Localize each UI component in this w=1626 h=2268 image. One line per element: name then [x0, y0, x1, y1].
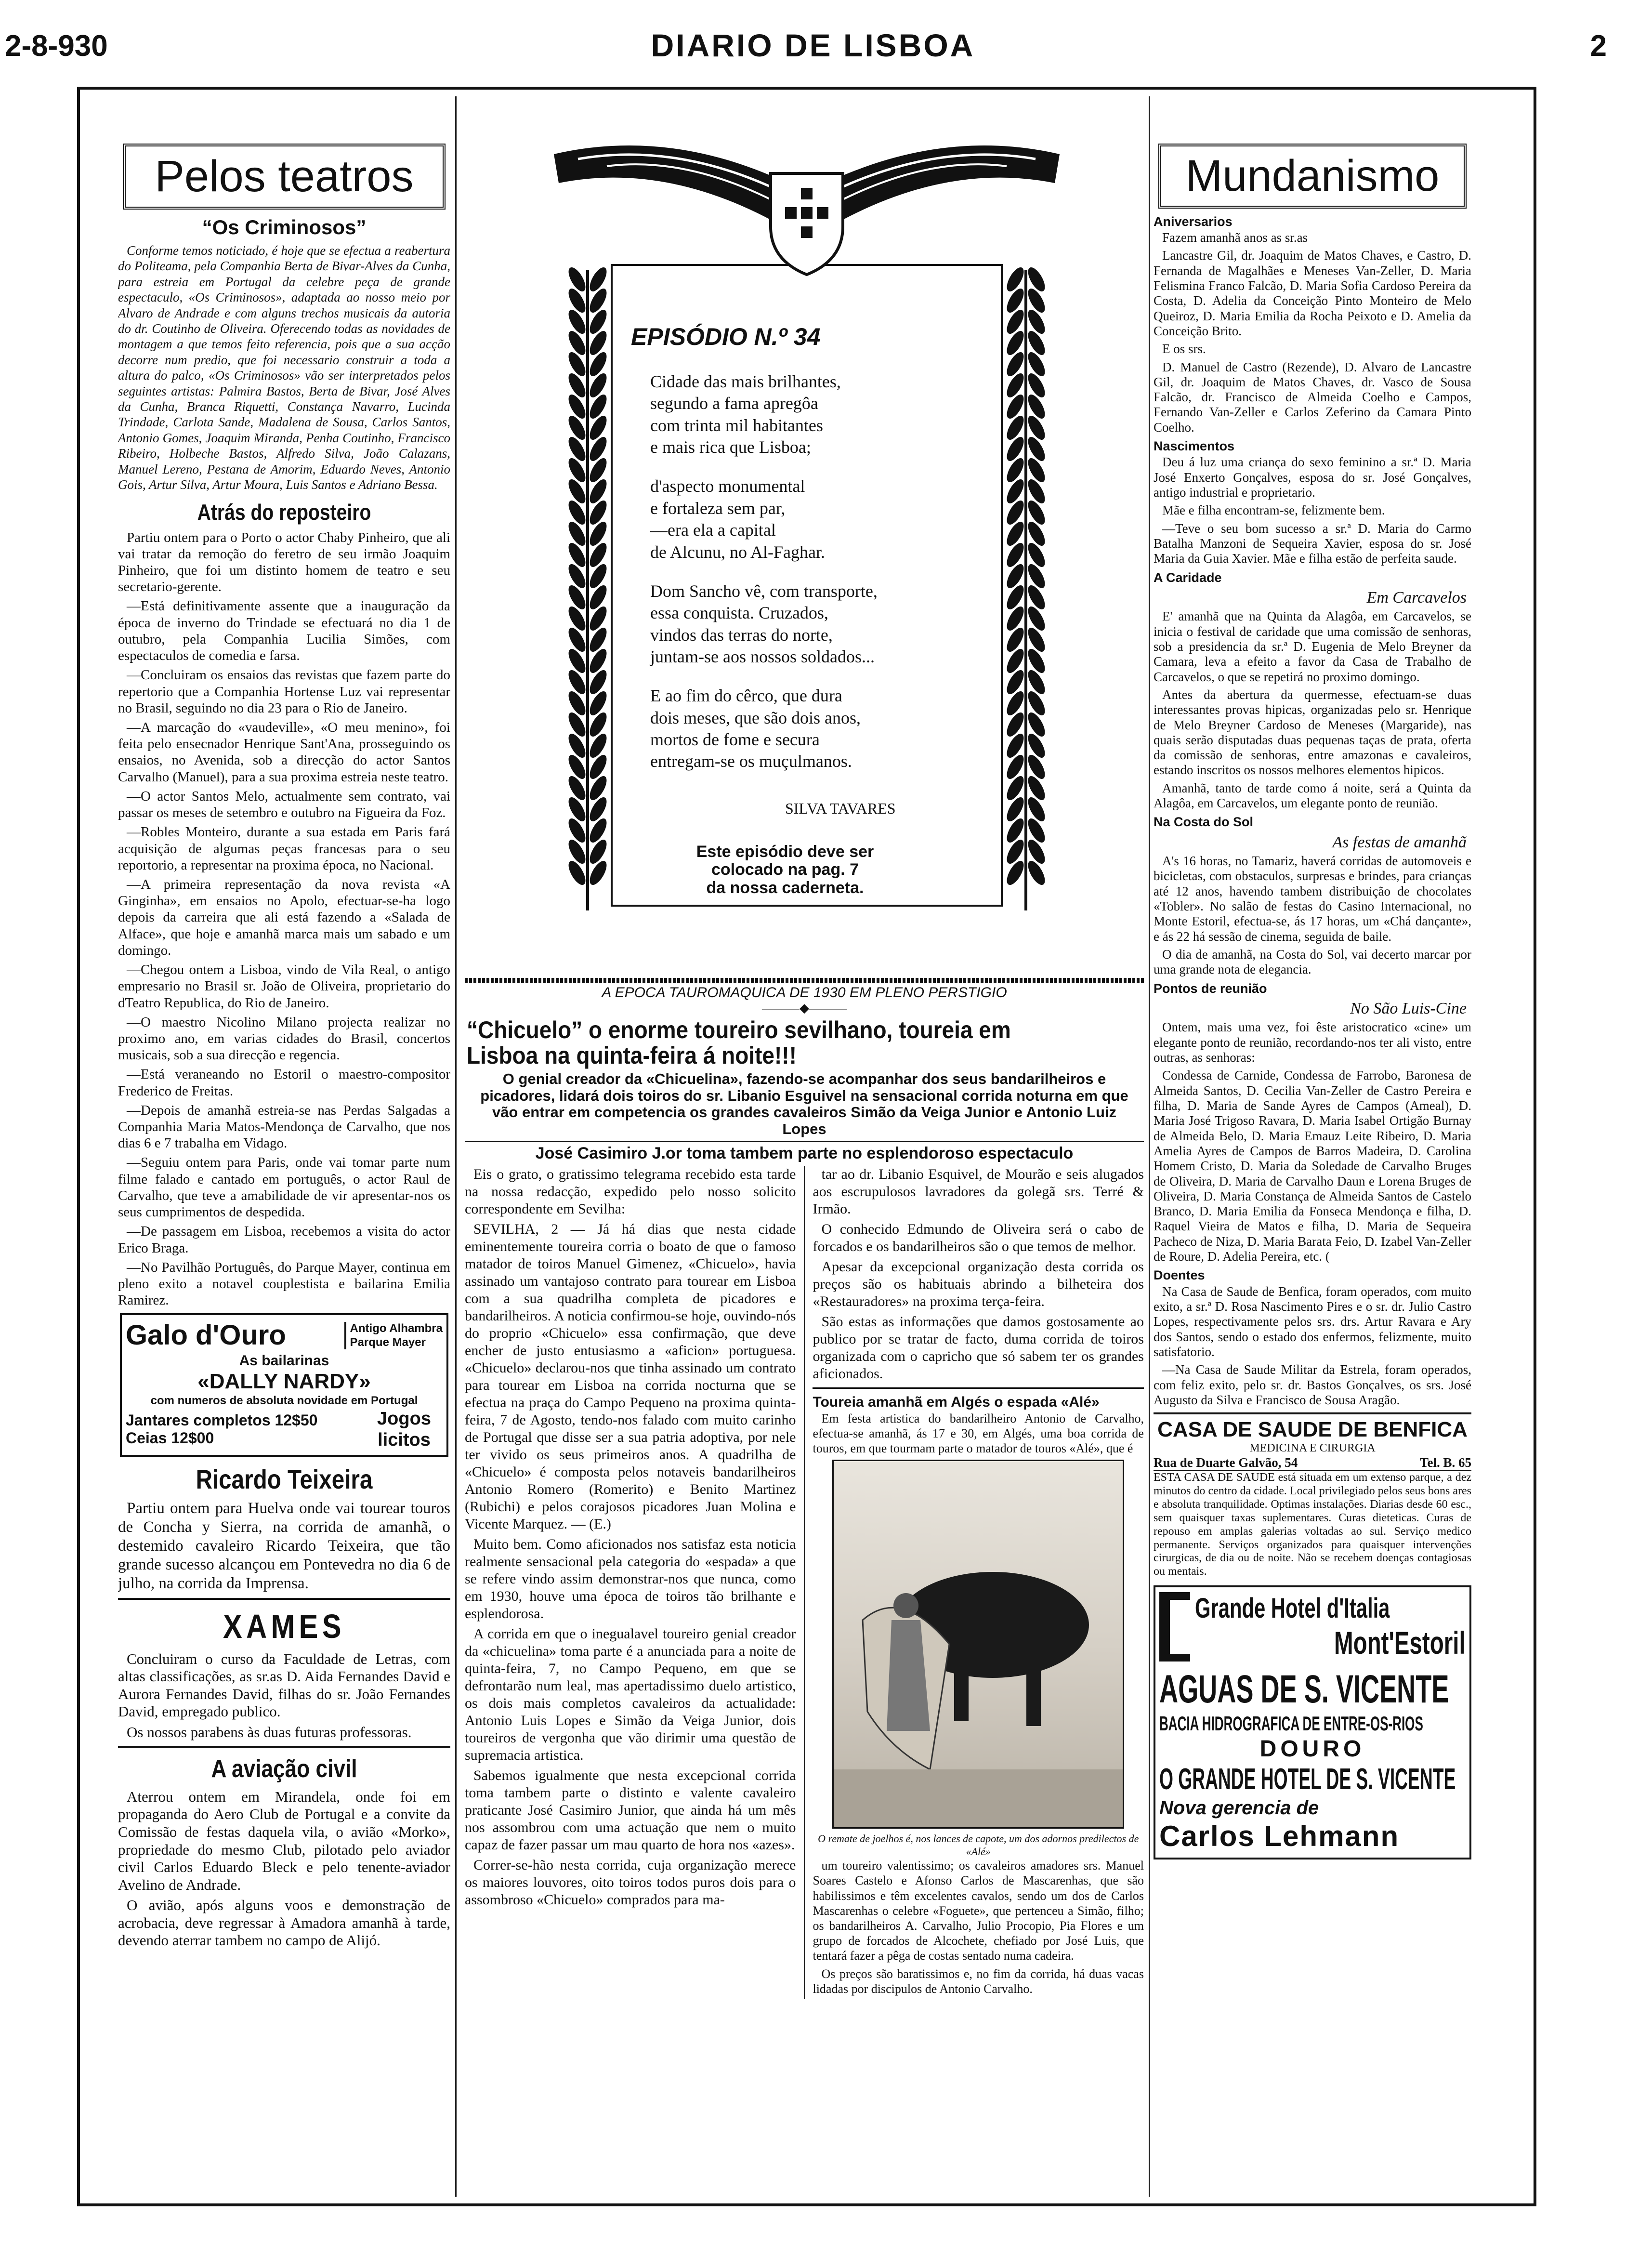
benfica-ad-contact — [1154, 1455, 1471, 1471]
laurel-leaf-icon — [565, 837, 589, 866]
laurel-leaf-icon — [1004, 625, 1027, 654]
bullfight-column-2 — [813, 1166, 1144, 1999]
laurel-leaf-icon — [1004, 583, 1027, 612]
backstage-item: —No Pavilhão Português, do Parque Mayer, continua em pleno exito a notavel couplestista e bailarina Emilia Ramirez. — [118, 1259, 450, 1308]
ad-line: com numeros de absoluta novidade em Portugal — [150, 1394, 418, 1408]
laurel-leaf-icon — [1025, 307, 1049, 336]
laurel-leaf-icon — [587, 413, 610, 442]
laurel-leaf-icon — [565, 519, 589, 548]
episode-title: EPISÓDIO N.º 34 — [631, 323, 821, 350]
laurel-leaf-icon — [565, 795, 589, 824]
benfica-ad-title: CASA DE SAUDE DE BENFICA — [1157, 1418, 1468, 1442]
laurel-leaf-icon — [587, 371, 610, 400]
exames-heading: XAMES — [223, 1607, 346, 1645]
laurel-leaf-icon — [587, 625, 610, 654]
laurel-leaf-icon — [587, 795, 610, 824]
benfica-ad-address: Rua de Duarte Galvão, 54 — [1154, 1455, 1298, 1470]
ad-venue — [344, 1322, 443, 1349]
poem-stanza — [650, 580, 978, 668]
hotel-ad-line: AGUAS DE S. VICENTE — [1159, 1667, 1449, 1711]
episode-note-line: colocado na pag. 7 — [711, 860, 859, 879]
laurel-leaf-icon — [587, 752, 610, 781]
alge-heading: Toureia amanhã em Algés o espada «Alé» — [813, 1394, 1100, 1410]
bullfight-subdeck: José Casimiro J.or toma tambem parte no esplendoroso espectaculo — [465, 1141, 1144, 1163]
bullfight-kicker: A EPOCA TAUROMAQUICA DE 1930 EM PLENO PERSTIGIO — [602, 985, 1007, 1001]
laurel-leaf-icon — [1025, 329, 1049, 357]
laurel-leaf-icon — [587, 307, 610, 336]
laurel-leaf-icon — [1025, 562, 1049, 591]
laurel-leaf-icon — [1025, 435, 1049, 463]
laurel-leaf-icon — [565, 371, 589, 400]
laurel-leaf-icon — [587, 731, 610, 760]
article-paragraph: Sabemos igualmente que nesta excepcional corrida toma tambem parte o distinto e valente cavaleiro praticante José Casimiro Junior, que ainda há um mês nos assombrou com uma actuação que nem o muito capaz de fazer passar um mau quarto de hora nos «azes». — [465, 1767, 796, 1853]
poem-line: vindos das terras do norte, — [650, 625, 833, 645]
backstage-item: —Seguiu ontem para Paris, onde vai tomar parte num filme falado e cantado em português, o actor Raul de Carvalho, que teve a amabilidade de vir apresentar-nos os seus cumprimentos de despedida. — [118, 1155, 450, 1220]
laurel-leaf-icon — [587, 286, 610, 315]
poem-line: e mais rica que Lisboa; — [650, 437, 811, 457]
poem-line: de Alcunu, no Al-Faghar. — [650, 542, 825, 562]
laurel-leaf-icon — [1004, 519, 1027, 548]
laurel-leaf-icon — [1025, 371, 1049, 400]
bullfight-headline: “Chicuelo” o enorme toureiro sevilhano, toureia em Lisboa na quinta-feira á noite!!! — [467, 1016, 1011, 1069]
laurel-leaf-icon — [1025, 456, 1049, 485]
poem-line: E ao fim do cêrco, que dura — [650, 686, 842, 706]
laurel-leaf-icon — [1004, 392, 1027, 421]
laurel-leaf-icon — [565, 307, 589, 336]
laurel-leaf-icon — [587, 583, 610, 612]
poem-line: mortos de fome e secura — [650, 730, 820, 750]
benfica-ad-phone: Tel. B. 65 — [1419, 1455, 1471, 1470]
masthead — [0, 19, 1626, 82]
laurel-leaf-icon — [1004, 731, 1027, 760]
bullfight-article — [465, 978, 1144, 2187]
ad-line: As bailarinas — [239, 1352, 329, 1369]
bullfight-photo-icon — [834, 1461, 1123, 1827]
column-rule — [804, 1166, 805, 1999]
laurel-leaf-icon — [1004, 265, 1027, 294]
laurel-left-icon — [565, 265, 610, 910]
laurel-leaf-icon — [1025, 350, 1049, 379]
laurel-leaf-icon — [565, 710, 589, 739]
laurel-leaf-icon — [587, 350, 610, 379]
alge-body: Em festa artistica do bandarilheiro Antonio de Carvalho, efectua-se amanhã, ás 17 e 30, em Algés, uma boa corrida de touros, em que tourmam parte o matador de touros «Alé», que é — [813, 1411, 1144, 1456]
backstage-item: —Robles Monteiro, durante a sua estada em Paris fará acquisição de algumas peças francesas para o seu reportorio, a representar na proxima época, no Nacional. — [118, 824, 450, 873]
laurel-leaf-icon — [1025, 752, 1049, 781]
ad-prices — [126, 1411, 317, 1448]
doentes-heading: Doentes — [1154, 1268, 1205, 1283]
backstage-item: —Depois de amanhã estreia-se nas Perdas Salgadas a Companhia Maria Matos-Mendonça de Carvalho, que nos dias 6 e 7 trabalha em Vidago. — [118, 1102, 450, 1151]
article-paragraph: O conhecido Edmundo de Oliveira será o cabo de forcados e os bandarilheiros são o que temos de melhor. — [813, 1221, 1144, 1254]
laurel-leaf-icon — [565, 350, 589, 379]
laurel-leaf-icon — [1025, 731, 1049, 760]
backstage-item: —O actor Santos Melo, actualmente sem contrato, vai passar os meses de setembro e outubro na Figueira da Foz. — [118, 788, 450, 821]
episode-panel — [535, 120, 1079, 949]
photo-caption: O remate de joelhos é, nos lances de capote, um dos adornos predilectos de «Alé» — [818, 1833, 1139, 1858]
ad-venue-line: Parque Mayer — [350, 1335, 426, 1349]
laurel-leaf-icon — [565, 435, 589, 463]
laurel-leaf-icon — [1004, 307, 1027, 336]
laurel-leaf-icon — [1025, 625, 1049, 654]
laurel-leaf-icon — [1004, 816, 1027, 845]
ricardo-heading: Ricardo Teixeira — [196, 1464, 373, 1495]
laurel-leaf-icon — [1004, 350, 1027, 379]
pontos-text: Condessa de Carnide, Condessa de Farrobo, Baronesa de Almeida Santos, D. Cecilia Van-Zeller de Castro Pereira e filha, D. Maria de Sande Ayres de Campos (Ameal), D. Maria José Trigoso Ravara, D. Maria Isabel Ortigão Burnay de Almeida Belo, D. Maria Emauz Leite Ribeiro, D. Maria Amelia Ayres de Campos de Barros Madeira, D. Carolina Homem Cristo, D. Maria da Soledade de Carvalho Bruges de Oliveira, D. Maria de Carvalho Daun e Lorena Bruges de Oliveira, D. Maria Constança de Almeida Santos de Castelo Branco, D. Maria Emilia da Fonseca Mendonça e filha, D. Raquel Vieira de Matos e filha, D. Maria de Sequeira Pacheco de Niza, D. Maria Barata Feio, D. Izabel Van-Zeller de Roure, D. Adelia Pereira, etc. ( — [1154, 1068, 1471, 1264]
benfica-ad — [1154, 1412, 1471, 1579]
laurel-leaf-icon — [1025, 774, 1049, 803]
poem-line: Dom Sancho vê, com transporte, — [650, 581, 878, 601]
laurel-leaf-icon — [587, 774, 610, 803]
laurel-leaf-icon — [1004, 562, 1027, 591]
laurel-leaf-icon — [1004, 795, 1027, 824]
doentes-text: Na Casa de Saude de Benfica, foram operados, com muito exito, a sr.ª D. Rosa Nascimento Pires e o sr. dr. Julio Castro Lopes, respectivamente pelos srs. drs. Artur Ravara e Ary dos Santos, sendo o estado dos enfermos, felizmente, muito satisfatorio. — [1154, 1284, 1471, 1359]
hotel-ad — [1154, 1585, 1471, 1859]
laurel-leaf-icon — [1004, 286, 1027, 315]
laurel-leaf-icon — [1004, 456, 1027, 485]
section-title-mundanismo: Mundanismo — [1158, 144, 1467, 209]
aniversarios-text: Lancastre Gil, dr. Joaquim de Matos Chaves, e Castro, D. Fernanda de Magalhães e Meneses Van-Zeller, D. Maria Felismina Franco Falcão, D. Maria Sofia Cardoso Pereira da Costa, D. Adelia da Conceição Pinto Monteiro de Melo Queiroz, D. Maria Emilia da Rocha Peixoto e D. Amelia da Conceição Brito. — [1154, 248, 1471, 338]
laurel-leaf-icon — [565, 286, 589, 315]
backstage-item: —De passagem em Lisboa, recebemos a visita do actor Erico Braga. — [118, 1224, 450, 1256]
exames-body: Concluiram o curso da Faculdade de Letras, com altas classificações, as sr.as D. Aida Fernandes David e Aurora Fernandes David, filhas do sr. João Fernandes David, empregado publico. — [118, 1650, 450, 1720]
laurel-leaf-icon — [565, 752, 589, 781]
laurel-leaf-icon — [1025, 413, 1049, 442]
laurel-leaf-icon — [565, 265, 589, 294]
laurel-leaf-icon — [587, 392, 610, 421]
laurel-leaf-icon — [587, 837, 610, 866]
laurel-leaf-icon — [1025, 265, 1049, 294]
laurel-leaf-icon — [565, 604, 589, 633]
laurel-leaf-icon — [587, 646, 610, 675]
article-paragraph: Eis o grato, o gratissimo telegrama recebido esta tarde na nossa redacção, expedido pelo nosso solicito correspondente em Sevilha: — [465, 1166, 796, 1217]
coat-of-arms-icon — [771, 173, 843, 275]
laurel-leaf-icon — [1025, 646, 1049, 675]
laurel-leaf-icon — [1025, 858, 1049, 887]
backstage-item: —Concluiram os ensaios das revistas que fazem parte do repertorio que a Companhia Hortense Luz vai representar no Brasil, seguindo no dia 23 para o Rio de Janeiro. — [118, 667, 450, 716]
caridade-heading: A Caridade — [1154, 570, 1222, 585]
section-title-theatres: Pelos teatros — [123, 144, 446, 210]
episode-note-line: da nossa caderneta. — [706, 878, 864, 897]
aniversarios-text: Fazem amanhã anos as sr.as — [1162, 230, 1308, 245]
poem-line: entregam-se os muçulmanos. — [650, 752, 852, 771]
caridade-text: Amanhã, tanto de tarde como á noite, será a Quinta da Alagôa, em Carcavelos, um elegante ponto de reunião. — [1154, 780, 1471, 811]
costa-heading: Na Costa do Sol — [1154, 815, 1254, 830]
caridade-text: Antes da abertura da quermesse, efectuam-se duas interessantes provas hipicas, organizadas pelo sr. Henrique de Melo Breyner Cardoso de Meneses (Margaride), nas quais serão disputadas duas pequenas taças de prata, oferta da comissão de senhoras, entre amazonas e cavaleiros, estando inscritos os nossos melhores elementos hipicos. — [1154, 687, 1471, 778]
laurel-leaf-icon — [587, 668, 610, 697]
alge-body: um toureiro valentissimo; os cavaleiros amadores srs. Manuel Soares Castelo e Afonso Carlos de Mascarenhas, que são habilissimos e têm excelentes cavalos, sendo um dos de Carlos Mascarenhas o celebre «Foguete», que pertenceu a Simão, filho; os bandarilheiros A. Carvalho, Julio Procopio, Pia Flores e um grupo de forcados de Alcochete, chefiado por José Luis, que tentará fazer a pêga de costas sentado numa cadeira. — [813, 1859, 1144, 1963]
laurel-right-icon — [1004, 265, 1049, 910]
caridade-subheading: Em Carcavelos — [1366, 588, 1467, 607]
backstage-item: —Está definitivamente assente que a inauguração da época de inverno do Trindade se efectuará no dia 1 de outubro, pela Companhia Lucilia Simões, com espectaculos de comedia e farsa. — [118, 598, 450, 664]
poem-line: e fortaleza sem par, — [650, 498, 786, 518]
aniversarios-text: D. Manuel de Castro (Rezende), D. Alvaro de Lancastre Gil, dr. Joaquim de Matos Chaves, dr. Vasco de Sousa Falcão, dr. Francisco de Almeida Coelho e Campos, Fernando Van-Zeller e Carlos Zeferino da Camara Pinto Coelho. — [1154, 359, 1471, 435]
laurel-leaf-icon — [1025, 689, 1049, 718]
bracket-icon — [1159, 1592, 1190, 1661]
laurel-leaf-icon — [565, 583, 589, 612]
laurel-leaf-icon — [1004, 329, 1027, 357]
aviacao-body: Aterrou ontem em Mirandela, onde foi em propaganda do Aero Club de Portugal e a convite da Comissão de festas daquela vila, o avião «Morko», propriedade do mesmo Club, pilotado pelo aviador civil Carlos Eduardo Bleck e pelo tenente-aviador Avelino de Andrade. — [118, 1788, 450, 1893]
laurel-leaf-icon — [1025, 837, 1049, 866]
laurel-leaf-icon — [565, 774, 589, 803]
laurel-leaf-icon — [1025, 795, 1049, 824]
hotel-ad-line: Mont'Estoril — [1334, 1625, 1466, 1661]
poem-line: segundo a fama apregôa — [650, 394, 818, 413]
doentes-text: —Na Casa de Saude Militar da Estrela, foram operados, com feliz exito, pelo sr. dr. Bastos Gonçalves, os srs. José Augusto da Silva e Francisco de Sousa Aragão. — [1154, 1362, 1471, 1407]
bullfight-deck: O genial creador da «Chicuelina», fazendo-se acompanhar dos seus bandarilheiros e picadores, lidará dois toiros do sr. Libanio Esguivel na sensacional corrida noturna em que vão entrar em competencia os grandes cavaleiros Simão da Veiga Junior e Antonio Luiz Lopes — [480, 1070, 1128, 1138]
pontos-subheading: No São Luis-Cine — [1350, 999, 1467, 1017]
theatres-intro: Conforme temos noticiado, é hoje que se efectua a reabertura do Politeama, pela Companhia Berta de Bivar-Alves da Cunha, para estreia em Portugal da celebre peça de grande espectaculo, «Os Criminosos», adaptada ao nosso meio por Alvaro de Andrade e com alguns trechos musicais da autoria do dr. Coutinho de Oliveira. Oferecendo todas as novidades de montagem a que temos feito referencia, pois que a sua acção decorre num predio, que foi necessario construir a toda a altura do palco, «Os Criminosos» vão ser interpretados pelos seguintes artistas: Palmira Bastos, Berta de Bivar, José Alves da Cunha, Branca Riquetti, Constança Navarro, Lucinda Trindade, Carlota Sande, Madalena de Sousa, Carlos Santos, Antonio Gomes, Joaquim Miranda, Penha Coutinho, Francisco Ribeiro, Holbeche Bastos, Alfredo Silva, João Calazans, Manuel Lereno, Pestana de Amorim, Eduardo Neves, Antonio Gois, Artur Silva, Artur Moura, Luis Santos e Adriano Bessa. — [118, 243, 450, 492]
article-paragraph: tar ao dr. Libanio Esquivel, de Mourão e seis alugados aos escrupulosos lavradores da golegã srs. Terré & Irmão. — [813, 1166, 1144, 1217]
costa-subheading: As festas de amanhã — [1332, 833, 1467, 851]
laurel-leaf-icon — [1004, 837, 1027, 866]
column-rule — [455, 96, 457, 2197]
benfica-ad-body: ESTA CASA DE SAUDE está situada em um extenso parque, a dez minutos do centro da cidade. Local privilegiado pelos seus bons ares e absoluta tranquilidade. Optimas instalações. Diarias desde 60 esc., sem quaisquer taxas suplementares. Curas dieteticas. Curas de repouso em amplas galerias voltadas ao sul. Serviço medico permanente. Serviços organizados para quaisquer intervenções cirurgicas, de dia ou de noite. Não se recebem doenças contagiosas ou mentais. — [1154, 1471, 1471, 1578]
backstage-item: —A primeira representação da nova revista «A Ginginha», em ensaios no Apolo, efectuar-se-ha logo depois da carreira que ali está fazendo a «Salada de Alface», que hoje e amanhã marca mais um sabado e um domingo. — [118, 876, 450, 958]
laurel-leaf-icon — [587, 541, 610, 569]
laurel-leaf-icon — [1004, 371, 1027, 400]
poem-line: juntam-se aos nossos soldados... — [650, 646, 875, 666]
poem-line: dois meses, que são dois anos, — [650, 708, 861, 727]
laurel-leaf-icon — [565, 668, 589, 697]
article-paragraph: A corrida em que o inegualavel toureiro genial creador da «chicuelina» toma parte é a anunciada para a noite de quinta-feira, 7, no Campo Pequeno, em que se defrontarão num leal, mas apertadissimo duelo artistico, os dois mais completos cavaleiros da actualidade: Antonio Luis Lopes e Simão da Veiga Junior, dois toureiros de vergonha que vão dirimir uma questão de supremacia artistica. — [465, 1625, 796, 1763]
laurel-leaf-icon — [1025, 604, 1049, 633]
ad-games: Jogos licitos — [377, 1408, 431, 1450]
hotel-ad-line: O GRANDE HOTEL DE S. VICENTE — [1159, 1763, 1456, 1796]
left-column — [118, 140, 450, 2187]
bullfighter-photo — [832, 1460, 1124, 1829]
laurel-leaf-icon — [1025, 710, 1049, 739]
laurel-leaf-icon — [1025, 286, 1049, 315]
aniversarios-text: E os srs. — [1162, 342, 1206, 356]
bullfight-col2-paragraphs — [813, 1166, 1144, 1383]
issue-date: 2-8-930 — [5, 29, 108, 63]
aviacao-body: O avião, após alguns voos e demonstração de acrobacia, deve regressar à Amadora amanhã à tarde, devendo aterrar tambem no campo de Alijó. — [118, 1897, 450, 1949]
backstage-item: Partiu ontem para o Porto o actor Chaby Pinheiro, que ali vai tratar da remoção do feretro de seu irmão Joaquim Pinheiro, que foi um distinto homem de teatro e seu secretario-gerente. — [118, 529, 450, 595]
aviacao-heading: A aviação civil — [211, 1755, 357, 1783]
hotel-ad-line: Grande Hotel d'Italia — [1195, 1593, 1390, 1624]
laurel-leaf-icon — [1004, 435, 1027, 463]
laurel-leaf-icon — [565, 858, 589, 887]
laurel-leaf-icon — [587, 604, 610, 633]
laurel-leaf-icon — [1025, 816, 1049, 845]
laurel-leaf-icon — [1004, 498, 1027, 527]
backstage-heading: Atrás do reposteiro — [197, 500, 371, 525]
laurel-leaf-icon — [565, 562, 589, 591]
ornamental-rule — [465, 978, 1144, 983]
ad-name: Galo d'Ouro — [126, 1319, 286, 1351]
exames-body: Os nossos parabens às duas futuras professoras. — [127, 1723, 412, 1741]
poem-line: Cidade das mais brilhantes, — [650, 372, 841, 391]
laurel-leaf-icon — [1004, 710, 1027, 739]
backstage-items — [118, 529, 450, 1309]
costa-text: A's 16 horas, no Tamariz, haverá corridas de automoveis e bicicletas, com obstaculos, surpresas e brindes, para crianças até 12 anos, havendo tambem distribuição de chocolates «Tobler». No salão de festas do Casino Internacional, no Monte Estoril, efectua-se, ás 17 horas, um «Chá dançante», e ás 22 há sessão de cinema, seguida de baile. — [1154, 854, 1471, 944]
benfica-ad-sub: MEDICINA E CIRURGIA — [1249, 1442, 1376, 1455]
laurel-leaf-icon — [565, 625, 589, 654]
costa-text: O dia de amanhã, na Costa do Sol, vai decerto marcar por uma grande nota de elegancia. — [1154, 947, 1471, 977]
article-paragraph: SEVILHA, 2 — Já há dias que nesta cidade eminentemente toureira corria o boato de que o famoso matador de toiros Manuel Gimenez, «Chicuelo», havia assinado um vantajoso contrato para tourear em Lisboa com a sua quadrilha completa de picadores e bandarilheiros. A noticia confirmou-se hoje, ouvindo-nós do proprio «Chicuelo» essa confirmação, que deve encher de justo entusiasmo a «aficion» portuguesa. «Chicuelo» declarou-nos que tinha assinado um contrato para tourear em Lisboa na corrida nocturna que se efectua na praça do Campo Pequeno na proxima quinta-feira, 7 de Agosto, tendo-nos falado com muito carinho de Portugal que disse ser a sua patria adoptiva, por nele ter vivido os seus primeiros anos. A quadrilha de «Chicuelo» é composta pelos notaveis bandarilheiros Antonio Romero (Romerito) e Benito Martinez (Rubichi) e pelos corajosos picadores Juan Molina e Vicente Marquez. — (E.) — [465, 1221, 796, 1532]
laurel-leaf-icon — [1004, 477, 1027, 506]
theatres-subhead: “Os Criminosos” — [202, 215, 367, 238]
bullfight-column-1 — [465, 1166, 796, 1999]
laurel-leaf-icon — [1025, 498, 1049, 527]
laurel-leaf-icon — [565, 689, 589, 718]
backstage-item: —A marcação do «vaudeville», «O meu menino», foi feita pelo ensecnador Henrique Sant'Ana, prosseguindo os ensaios, no Avenida, sob a direcção do actor Santos Carvalho (Manuel), para a sua proxima estreia neste teatro. — [118, 720, 450, 785]
poem-line: d'aspecto monumental — [650, 476, 805, 496]
laurel-leaf-icon — [1025, 392, 1049, 421]
ad-venue-line: Antigo Alhambra — [350, 1322, 443, 1335]
laurel-leaf-icon — [587, 858, 610, 887]
article-paragraph: São estas as informações que damos gostosamente ao publico por se tratar de facto, duma corrida de toiros organizada com o capricho que só sabem ter os grandes aficionados. — [813, 1313, 1144, 1382]
laurel-leaf-icon — [565, 646, 589, 675]
laurel-leaf-icon — [1004, 689, 1027, 718]
episode-poem — [650, 371, 978, 790]
laurel-leaf-icon — [1004, 413, 1027, 442]
laurel-leaf-icon — [1004, 752, 1027, 781]
laurel-leaf-icon — [565, 816, 589, 845]
laurel-leaf-icon — [1004, 858, 1027, 887]
poem-line: essa conquista. Cruzados, — [650, 603, 828, 623]
hotel-ad-line: Nova gerencia de — [1159, 1797, 1319, 1819]
laurel-leaf-icon — [1025, 668, 1049, 697]
pontos-text: Ontem, mais uma vez, foi êste aristocratico «cine» um elegante ponto de reunião, recordando-nos ter ali visto, entre outras, as senhoras: — [1154, 1020, 1471, 1065]
ad-price-line: Ceias 12$00 — [126, 1429, 214, 1447]
laurel-leaf-icon — [1004, 541, 1027, 569]
laurel-leaf-icon — [1025, 583, 1049, 612]
article-paragraph: Apesar da excepcional organização desta corrida os preços são os habituais abrindo a bilheteira dos «Restauradores» na proxima terça-feira. — [813, 1258, 1144, 1309]
caridade-text: E' amanhã que na Quinta da Alagôa, em Carcavelos, se inicia o festival de caridade que uma comissão de senhoras, sob a presidencia da sr.ª D. Eugenia de Melo Breyner da Camara, leva a efeito a favor da Casa de Trabalho de Carcavelos, o que se repetirá no proximo domingo. — [1154, 609, 1471, 684]
laurel-leaf-icon — [587, 816, 610, 845]
laurel-leaf-icon — [565, 731, 589, 760]
poem-stanza — [650, 685, 978, 772]
alge-body: Os preços são baratissimos e, no fim da corrida, há duas vacas lidadas por discipulos de Antonio Carvalho. — [813, 1966, 1144, 1996]
laurel-leaf-icon — [587, 435, 610, 463]
column-rule — [1149, 96, 1150, 2197]
ornament-icon: ———◆——— — [762, 1001, 847, 1015]
episode-note-line: Este episódio deve ser — [696, 843, 874, 861]
episode-note — [655, 843, 915, 897]
laurel-leaf-icon — [587, 265, 610, 294]
laurel-leaf-icon — [1025, 519, 1049, 548]
pontos-heading: Pontos de reunião — [1154, 981, 1267, 996]
laurel-leaf-icon — [587, 456, 610, 485]
article-paragraph: Correr-se-hão nesta corrida, cuja organização merece os maiores louvores, oito toiros todos puros dois para o assombroso «Chicuelo» comprados para ma- — [465, 1857, 796, 1908]
hotel-ad-line: Carlos Lehmann — [1159, 1820, 1400, 1852]
poem-stanza — [650, 371, 978, 458]
laurel-leaf-icon — [587, 519, 610, 548]
divider — [118, 1746, 450, 1748]
backstage-item: —O maestro Nicolino Milano projecta realizar no proximo ano, em varias cidades do Brasil, concertos musicais, sob a sua direcção e regencia. — [118, 1014, 450, 1063]
backstage-item: —Está veraneando no Estoril o maestro-compositor Frederico de Freitas. — [118, 1067, 450, 1099]
laurel-leaf-icon — [565, 541, 589, 569]
laurel-leaf-icon — [565, 498, 589, 527]
laurel-leaf-icon — [1025, 541, 1049, 569]
laurel-leaf-icon — [587, 710, 610, 739]
laurel-leaf-icon — [1025, 477, 1049, 506]
poem-line: com trinta mil habitantes — [650, 415, 823, 435]
laurel-leaf-icon — [1004, 604, 1027, 633]
hotel-ad-line: DOURO — [1259, 1736, 1365, 1762]
nascimentos-text: Deu á luz uma criança do sexo feminino a sr.ª D. Maria José Enxerto Gonçalves, esposa do sr. José Gonçalves, antigo industrial e proprietario. — [1154, 455, 1471, 500]
ad-price-line: Jantares completos 12$50 — [126, 1411, 318, 1429]
poem-stanza — [650, 475, 978, 563]
laurel-leaf-icon — [587, 329, 610, 357]
bullfight-columns — [465, 1166, 1144, 1999]
hotel-ad-line: BACIA HIDROGRAFICA DE ENTRE-OS-RIOS — [1159, 1712, 1423, 1735]
ricardo-body: Partiu ontem para Huelva onde vai tourear touros de Concha y Sierra, na corrida de amanhã, o destemido cavaleiro Ricardo Teixeira, que tão grande sucesso alcançou em Pontevedra no dia 6 de julho, na corrida da Imprensa. — [118, 1500, 450, 1592]
galo-dOuro-ad — [120, 1313, 448, 1457]
ad-line: «DALLY NARDY» — [197, 1370, 371, 1394]
laurel-leaf-icon — [587, 498, 610, 527]
laurel-leaf-icon — [587, 689, 610, 718]
laurel-leaf-icon — [565, 477, 589, 506]
poem-line: —era ela a capital — [650, 520, 776, 540]
right-column — [1154, 140, 1471, 2187]
backstage-item: —Chegou ontem a Lisboa, vindo de Vila Real, o antigo empresario no Brasil sr. João de Oliveira, proprietario do dTeatro Republica, do Rio de Janeiro. — [118, 962, 450, 1011]
article-paragraph: Muito bem. Como aficionados nos satisfaz esta noticia realmente sensacional pela categoria do «espada» a que se refere vindo assim demonstrar-nos que nunca, como em 1930, houve uma época de toiros tão brilhante e esplendorosa. — [465, 1536, 796, 1622]
divider — [118, 1598, 450, 1600]
aniversarios-heading: Aniversarios — [1154, 214, 1233, 229]
laurel-leaf-icon — [565, 392, 589, 421]
laurel-leaf-icon — [565, 329, 589, 357]
laurel-leaf-icon — [565, 456, 589, 485]
newspaper-title: DIARIO DE LISBOA — [651, 27, 975, 63]
divider — [813, 1387, 1144, 1389]
laurel-leaf-icon — [587, 477, 610, 506]
laurel-leaf-icon — [1004, 668, 1027, 697]
laurel-leaf-icon — [587, 562, 610, 591]
nascimentos-text: —Teve o seu bom sucesso a sr.ª D. Maria do Carmo Batalha Manzoni de Sequeira Xavier, esposa do sr. José Maria da Guia Xavier. Mãe e filha estão de perfeita saude. — [1154, 521, 1471, 566]
laurel-leaf-icon — [1004, 774, 1027, 803]
page-number: 2 — [1590, 29, 1607, 63]
laurel-leaf-icon — [1004, 646, 1027, 675]
laurel-leaf-icon — [565, 413, 589, 442]
poem-author: SILVA TAVARES — [785, 800, 896, 817]
nascimentos-heading: Nascimentos — [1154, 439, 1235, 454]
nascimentos-text: Mãe e filha encontram-se, felizmente bem. — [1162, 503, 1385, 518]
